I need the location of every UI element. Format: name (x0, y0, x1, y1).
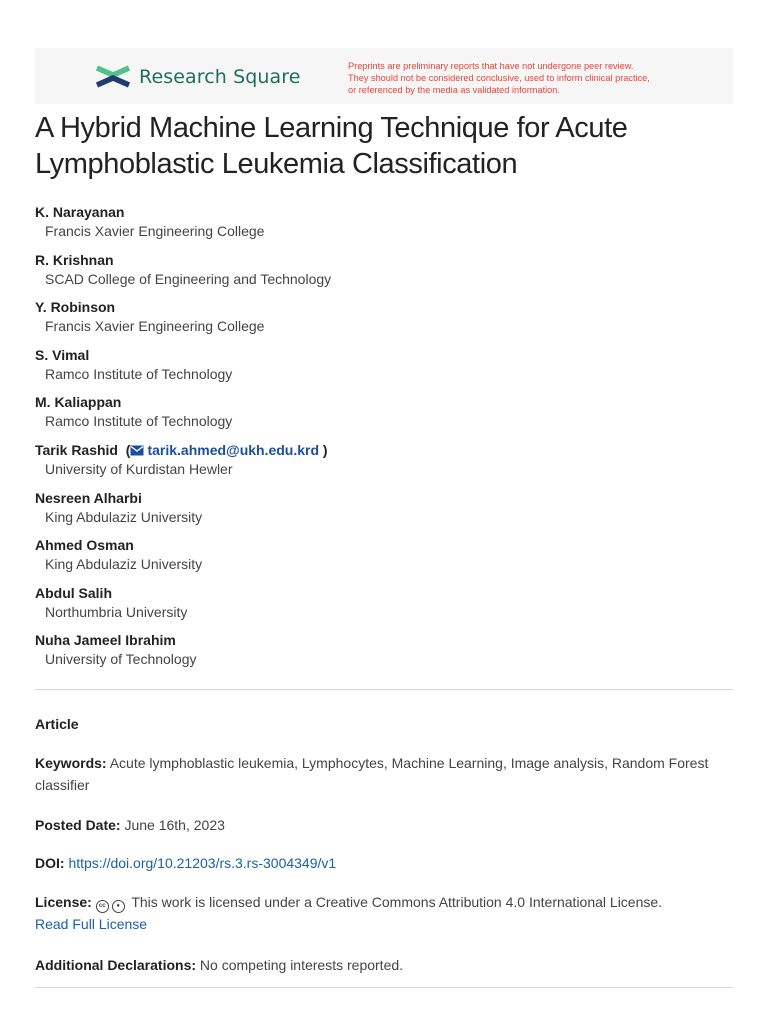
article-type-label: Article (35, 716, 79, 732)
author-affiliation: Francis Xavier Engineering College (45, 223, 265, 239)
author-name: R. Krishnan (35, 251, 114, 268)
bottom-divider (35, 987, 733, 988)
research-square-logo-icon (95, 64, 131, 90)
author-entry (35, 203, 735, 251)
author-affiliation: Northumbria University (45, 603, 188, 620)
author-name: Tarik Rashid (35, 441, 118, 458)
author-entry (35, 489, 735, 537)
email-paren-open: ( (121, 441, 131, 458)
author-affiliation: University of Technology (45, 651, 197, 668)
author-entry (35, 251, 735, 299)
declarations-section (35, 954, 725, 976)
author-list (35, 203, 735, 679)
envelope-icon (130, 445, 144, 456)
article-type (35, 713, 725, 735)
attribution-icon: ● (112, 900, 125, 913)
author-name: Y. Robinson (35, 299, 116, 316)
author-entry (35, 441, 735, 489)
disclaimer-line: They should not be considered conclusive, used to inform clinical practice, (348, 73, 650, 83)
author-entry (35, 298, 735, 346)
author-email: tarik.ahmed@ukh.edu.krd (147, 441, 320, 458)
posted-date-section (35, 814, 725, 836)
author-affiliation: Ramco Institute of Technology (45, 413, 233, 430)
author-affiliation: King Abdulaziz University (45, 556, 203, 573)
doi-label: DOI: (35, 855, 65, 871)
section-divider (35, 689, 733, 690)
email-paren-close: ) (319, 441, 328, 458)
author-entry (35, 536, 735, 584)
author-affiliation: University of Kurdistan Hewler (45, 460, 233, 477)
disclaimer-line: or referenced by the media as validated information. (348, 85, 560, 95)
posted-date-value: June 16th, 2023 (124, 817, 225, 833)
preprint-banner (35, 48, 733, 104)
author-entry (35, 393, 735, 441)
brand-name: Research Square (139, 66, 301, 88)
disclaimer-line: Preprints are preliminary reports that have not undergone peer review. (348, 61, 634, 71)
license-text: This work is licensed under a Creative Commons Attribution 4.0 International License. (131, 894, 663, 910)
declarations-value: No competing interests reported. (199, 957, 404, 973)
author-name: Abdul Salih (35, 584, 112, 601)
keywords-section (35, 752, 725, 796)
author-entry (35, 584, 735, 632)
author-name: M. Kaliappan (35, 394, 122, 411)
author-name: K. Narayanan (35, 204, 125, 220)
corresponding-author (35, 441, 735, 459)
license-label: License: (35, 894, 92, 910)
preprint-disclaimer (348, 60, 718, 96)
author-name: S. Vimal (35, 346, 90, 363)
author-entry (35, 346, 735, 394)
keywords-label: Keywords: (35, 755, 107, 771)
posted-date-label: Posted Date: (35, 817, 121, 833)
read-full-license-link[interactable]: Read Full License (35, 916, 148, 932)
research-square-logo[interactable] (95, 64, 301, 90)
declarations-label: Additional Declarations: (35, 957, 197, 973)
author-affiliation: Francis Xavier Engineering College (45, 318, 265, 335)
keywords-value: Acute lymphoblastic leukemia, Lymphocytes, Machine Learning, Image analysis, Random Forest classifier (35, 755, 709, 793)
author-email-link[interactable] (130, 442, 319, 458)
author-affiliation: Ramco Institute of Technology (45, 365, 233, 382)
paper-title: A Hybrid Machine Learning Technique for Acute Lymphoblastic Leukemia Classification (35, 112, 628, 180)
creative-commons-icon: cc (96, 900, 109, 913)
doi-section (35, 852, 725, 874)
author-name: Ahmed Osman (35, 537, 134, 554)
author-affiliation: SCAD College of Engineering and Technology (45, 270, 332, 287)
license-section (35, 891, 725, 935)
author-affiliation: King Abdulaziz University (45, 508, 203, 525)
author-entry (35, 631, 735, 679)
author-name: Nuha Jameel Ibrahim (35, 632, 176, 649)
doi-link[interactable]: https://doi.org/10.21203/rs.3.rs-3004349/v1 (68, 855, 337, 871)
author-name: Nesreen Alharbi (35, 489, 142, 506)
